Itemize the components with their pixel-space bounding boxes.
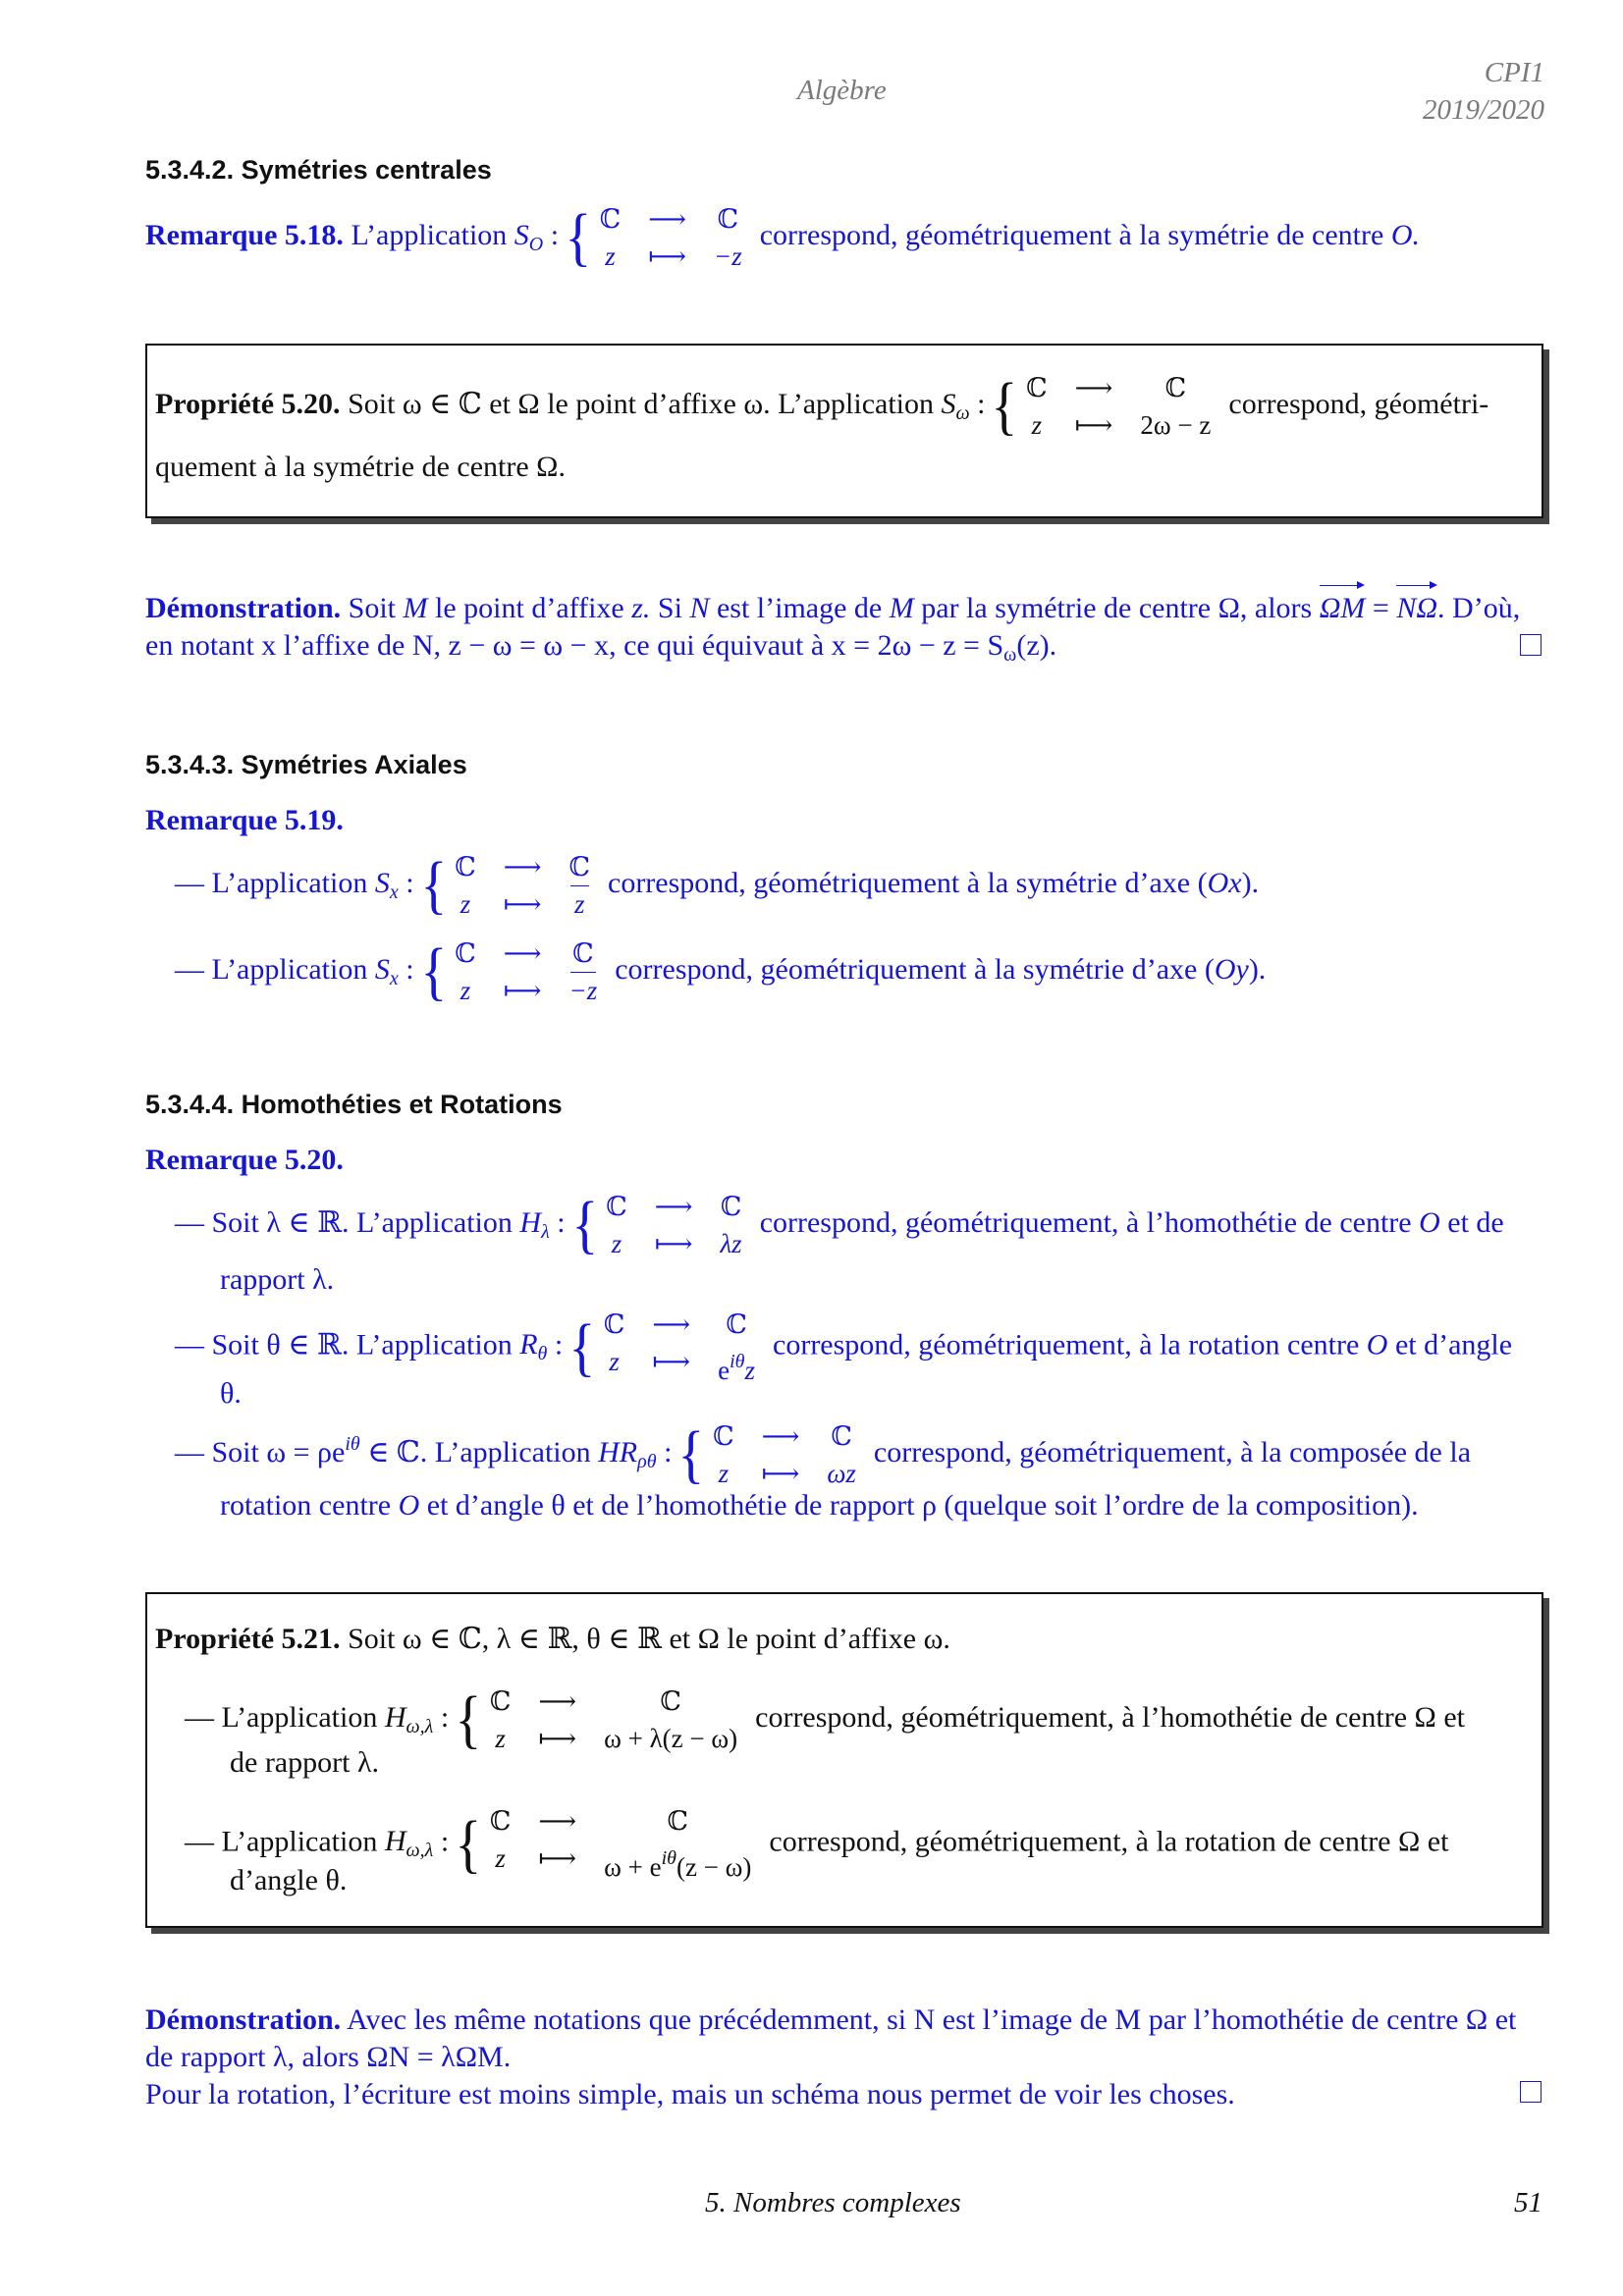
section-heading-symetries-axiales: 5.3.4.3. Symétries Axiales (145, 750, 467, 779)
remarque-5-20-item2: — Soit θ ∈ ℝ. L’application $R_\theta$ :{ ℂ ⟶ ℂ z ⟼ $e^{i\theta}z$ correspond, géométriquement, à la rotation centre O et d’angle (175, 1306, 1512, 1389)
property-label: Propriété 5.20. (155, 387, 341, 420)
remark-text-end: correspond, géométriquement à la symétrie de centre (759, 218, 1384, 251)
brace-icon: { (677, 1418, 705, 1490)
footer-chapter: 5. Nombres complexes (705, 2187, 961, 2218)
remarque-5-20-item1-line2: rapport λ. (220, 1263, 335, 1296)
bullet-dash: — (185, 1825, 214, 1858)
mapping-array: ℂ ⟶ ℂ z ⟼ −z (455, 934, 597, 1009)
propriete-5-21-item1: — L’application $H_{\omega,\lambda}$ :{ ℂ ⟶ ℂ z ⟼ ω + λ(z − ω) correspond, géométriquement, à l’homothétie de centre Ω et (185, 1683, 1465, 1755)
section-heading-homotheties-rotations: 5.3.4.4. Homothéties et Rotations (145, 1090, 563, 1119)
demonstration-1-line2: en notant x l’affixe de N, z − ω = ω − x, ce qui équivaut à $x = 2\omega - z = S_\omega(z)$. (145, 629, 1057, 666)
propriete-5-20-line1: Propriété 5.20. Soit ω ∈ ℂ et Ω le point d’affixe ω. L’application $S_\omega$ :{ ℂ ⟶ ℂ z ⟼ 2ω − z correspond, géométri- (155, 370, 1489, 442)
mapping-array: ℂ ⟶ ℂ z ⟼ λz (606, 1192, 742, 1258)
brace-icon: { (455, 1807, 482, 1880)
brace-icon: { (568, 1310, 596, 1383)
bullet-dash: — (175, 1435, 204, 1468)
remarque-5-20-item3: — Soit $\omega = \rho e^{i\theta}$ ∈ ℂ. L’application $HR_{\rho\theta}$ :{ ℂ ⟶ ℂ z ⟼ ωz correspond, géométriquement, à la composée de la (175, 1418, 1472, 1490)
header-title: Algèbre (797, 75, 887, 106)
demonstration-2-line3: Pour la rotation, l’écriture est moins simple, mais un schéma nous permet de voir les choses. (145, 2078, 1235, 2110)
remarque-5-20-item1: — Soit λ ∈ ℝ. L’application $H_\lambda$ :{ ℂ ⟶ ℂ z ⟼ λz correspond, géométriquement, à l’homothétie de centre O et de (175, 1189, 1504, 1260)
brace-icon: { (570, 1189, 598, 1260)
qed-square-icon (1520, 634, 1542, 656)
brace-icon: { (991, 370, 1018, 442)
mapping-array: ℂ ⟶ ℂ z ⟼ ωz (713, 1421, 856, 1488)
demonstration-1-line1: Démonstration. Soit M le point d’affixe z. Si N est l’image de M par la symétrie de centre Ω, alors ΩM = NΩ. D’où, (145, 589, 1520, 627)
propriete-5-21-item2-line2: d’angle θ. (230, 1864, 348, 1896)
propriete-5-21-item2: — L’application $H_{\omega,\lambda}$ :{ ℂ ⟶ ℂ z ⟼ $\omega + e^{i\theta}(z - \omega)$ correspond, géométriquement, à la rotation de centre Ω et (185, 1802, 1448, 1886)
mapping-array: ℂ ⟶ ℂ z ⟼ z (455, 848, 590, 923)
bullet-dash: — (175, 1205, 204, 1239)
section-heading-symetries-centrales: 5.3.4.2. Symétries centrales (145, 155, 492, 185)
remarque-5-19-item1: — L’application $S_x$ :{ ℂ ⟶ ℂ z ⟼ z correspond, géométriquement à la symétrie d’axe (Ox). (175, 849, 1260, 921)
remarque-5-19-item2: — L’application $S_x$ :{ ℂ ⟶ ℂ z ⟼ −z correspond, géométriquement à la symétrie d’axe (Oy). (175, 935, 1267, 1007)
demonstration-2-line1: Démonstration. Avec les même notations que précédemment, si N est l’image de M par l’homothétie de centre Ω et (145, 2003, 1517, 2036)
remarque-5-20-item3-line2: rotation centre O et d’angle θ et de l’homothétie de rapport ρ (quelque soit l’ordre de la composition). (220, 1489, 1419, 1522)
mapping-array: ℂ ⟶ ℂ z ⟼ $\omega + e^{i\theta}(z - \omega)$ (489, 1806, 752, 1882)
vector-n-omega: NΩ (1396, 589, 1437, 627)
brace-icon: { (455, 1683, 482, 1755)
header-course (1423, 55, 1544, 129)
brace-icon: { (419, 935, 447, 1007)
remarque-5-20-label: Remarque 5.20. (145, 1144, 344, 1176)
remarque-5-19-label: Remarque 5.19. (145, 804, 344, 836)
map-name: $S_\omega$ (941, 387, 970, 424)
qed-square-icon (1520, 2081, 1542, 2103)
brace-icon: { (565, 201, 592, 273)
remarque-5-18: Remarque 5.18. L’application $S_O$ :{ ℂ ⟶ ℂ z ⟼ −z correspond, géométriquement à la symétrie de centre O. (145, 201, 1420, 273)
mapping-array: ℂ ⟶ ℂ z ⟼ ω + λ(z − ω) (489, 1686, 738, 1753)
mapping-array: ℂ ⟶ ℂ z ⟼ 2ω − z (1026, 373, 1212, 440)
map-name: $S_O$ (514, 218, 544, 255)
remarque-5-20-item2-line2: θ. (220, 1377, 242, 1410)
bullet-dash: — (175, 952, 204, 986)
remark-label: Remarque 5.18. (145, 218, 344, 251)
mapping-array: ℂ ⟶ ℂ z ⟼ −z (599, 204, 742, 271)
mapping-array: ℂ ⟶ ℂ z ⟼ $e^{i\theta}z$ (603, 1309, 756, 1385)
demo-label: Démonstration. (145, 592, 342, 624)
propriete-5-20-line2: quement à la symétrie de centre Ω. (155, 451, 566, 483)
bullet-dash: — (175, 1328, 204, 1362)
property-label: Propriété 5.21. (155, 1623, 341, 1655)
vector-omega-m: ΩM (1320, 589, 1366, 627)
remark-text: L’application (351, 218, 508, 251)
demonstration-2-line2: de rapport λ, alors ΩN = λΩM. (145, 2041, 512, 2073)
header-course-code: CPI1 (1484, 57, 1544, 88)
bullet-dash: — (185, 1700, 214, 1734)
page-number: 51 (1514, 2187, 1542, 2218)
propriete-5-21-intro: Propriété 5.21. Soit ω ∈ ℂ, λ ∈ ℝ, θ ∈ ℝ et Ω le point d’affixe ω. (155, 1623, 950, 1655)
brace-icon: { (419, 849, 447, 921)
demo-label: Démonstration. (145, 2003, 342, 2036)
bullet-dash: — (175, 866, 204, 899)
header-year: 2019/2020 (1422, 93, 1544, 126)
propriete-5-21-item1-line2: de rapport λ. (230, 1746, 379, 1779)
